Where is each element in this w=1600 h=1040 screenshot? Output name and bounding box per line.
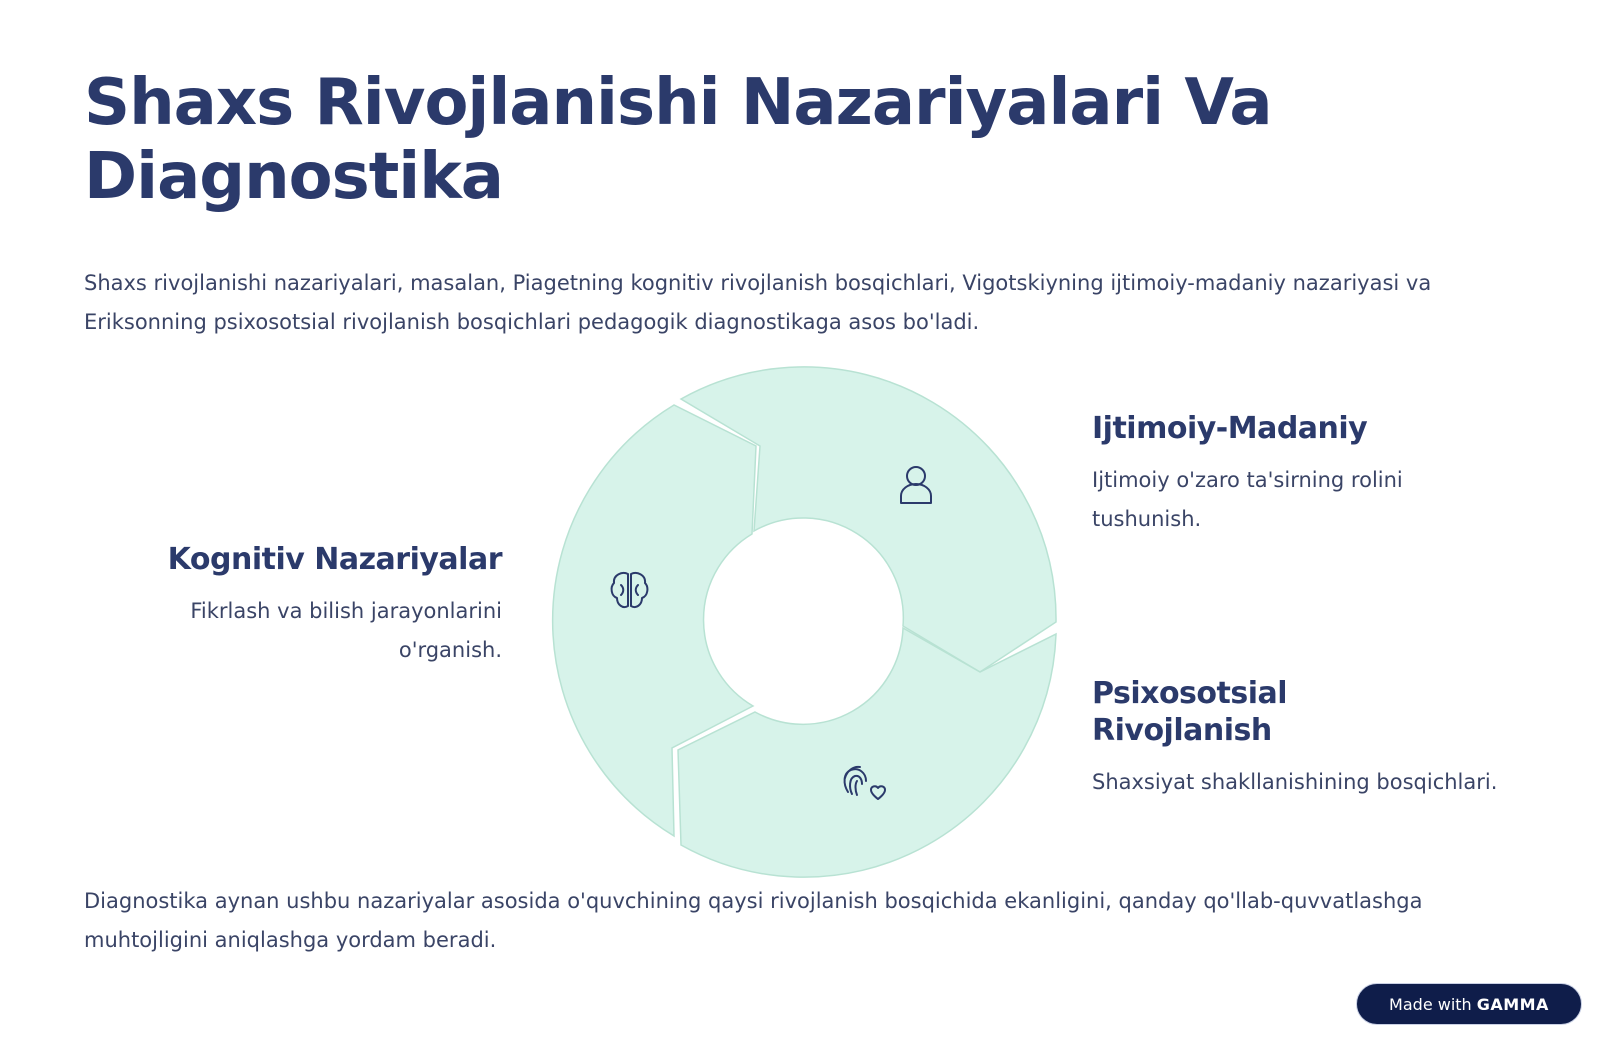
psychosocial-title: Psixosotsial Rivojlanish [1092, 676, 1288, 748]
cognitive-label [90, 541, 502, 670]
outro-paragraph: Diagnostika aynan ushbu nazariyalar asosida o'quvchining qaysi rivojlanish bosqichida ekanligini, qanday qo'llab-quvvatlashga muhtojligini aniqlashga yordam beradi. [84, 889, 1423, 952]
cognitive-description: Fikrlash va bilish jarayonlarini o'rganish. [190, 599, 502, 662]
social-label [1092, 410, 1492, 539]
gamma-logo: GAMMA [1476, 994, 1549, 1014]
cycle-segment-psychosocial [678, 628, 1056, 877]
made-with-gamma-badge[interactable] [1356, 983, 1582, 1025]
intro-paragraph: Shaxs rivojlanishi nazariyalari, masalan, Piagetning kognitiv rivojlanish bosqichlari, Vigotskiyning ijtimoiy-madaniy nazariyasi va Eriksonning psixosotsial rivojlanish bosqichlari pedagogik diagnostikaga asos bo'ladi. [84, 271, 1432, 334]
psychosocial-description: Shaxsiyat shakllanishining bosqichlari. [1092, 770, 1498, 794]
cognitive-title: Kognitiv Nazariyalar [167, 542, 502, 577]
badge-prefix: Made with [1389, 994, 1472, 1014]
social-title: Ijtimoiy-Madaniy [1092, 411, 1368, 446]
psychosocial-label [1092, 675, 1552, 802]
page-title: Shaxs Rivojlanishi Nazariyalari Va Diagnostika [84, 66, 1272, 214]
social-description: Ijtimoiy o'zaro ta'sirning rolini tushunish. [1092, 468, 1403, 531]
